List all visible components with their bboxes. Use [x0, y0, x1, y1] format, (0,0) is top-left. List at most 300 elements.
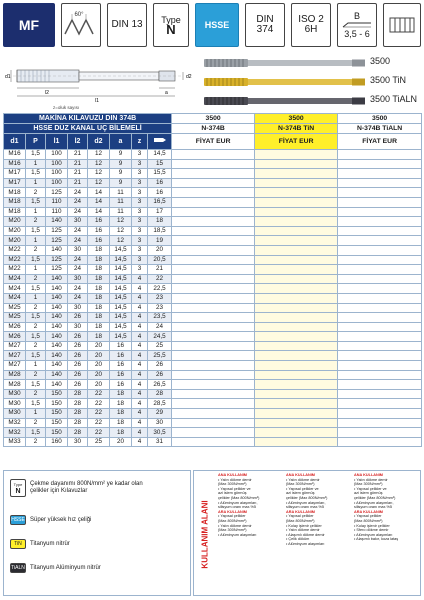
price-cell[interactable]	[338, 159, 422, 169]
table-cell: 18	[88, 265, 110, 275]
product-name-2: N-374B TiN	[255, 124, 338, 134]
table-cell: 140	[46, 332, 68, 342]
usage-line: • Yapısal çelikler ve	[286, 486, 319, 491]
price-cell[interactable]	[338, 361, 422, 371]
price-cell[interactable]	[338, 428, 422, 438]
table-cell: 4	[132, 437, 148, 447]
table-cell: 18	[88, 255, 110, 265]
price-cell[interactable]	[255, 150, 338, 160]
usage-col-3	[354, 473, 420, 593]
col-d1: d1	[4, 134, 26, 150]
col-p: P	[26, 134, 46, 150]
price-cell[interactable]	[255, 418, 338, 428]
price-cell[interactable]	[172, 197, 255, 207]
price-cell[interactable]	[172, 380, 255, 390]
col-d2: d2	[88, 134, 110, 150]
table-cell: 21	[68, 150, 88, 160]
legend-tialn	[10, 563, 101, 573]
table-cell: 125	[46, 255, 68, 265]
table-cell: 14,5	[110, 274, 132, 284]
table-cell: 14	[88, 197, 110, 207]
table-cell: 140	[46, 293, 68, 303]
price-cell[interactable]	[255, 361, 338, 371]
col-l1: l1	[46, 134, 68, 150]
table-cell: 18	[110, 399, 132, 409]
price-cell[interactable]	[255, 293, 338, 303]
table-cell: 1	[26, 293, 46, 303]
table-cell: 2	[26, 370, 46, 380]
table-cell: 12	[88, 178, 110, 188]
table-cell: 125	[46, 226, 68, 236]
table-cell: 18	[88, 313, 110, 323]
price-cell[interactable]	[255, 303, 338, 313]
table-cell: 22	[88, 389, 110, 399]
price-cell[interactable]	[172, 399, 255, 409]
legend-type-badge	[10, 479, 26, 497]
usage-line: • Alaşımlı dökme demir	[286, 532, 325, 537]
price-cell[interactable]	[338, 265, 422, 275]
table-cell: 20	[88, 341, 110, 351]
table-cell: 1,5	[26, 226, 46, 236]
price-cell[interactable]	[255, 322, 338, 332]
usage-line: (Max 300N/mm²)	[354, 482, 383, 487]
table-cell: 20	[88, 351, 110, 361]
price-cell[interactable]	[255, 245, 338, 255]
table-cell: 110	[46, 207, 68, 217]
usage-line: • Yalın dökme demir	[354, 477, 388, 482]
price-cell[interactable]	[255, 226, 338, 236]
table-row	[4, 341, 422, 351]
straight-flute-badge	[383, 3, 421, 47]
table-row	[4, 428, 422, 438]
price-cell[interactable]	[338, 197, 422, 207]
price-cell[interactable]	[172, 245, 255, 255]
table-cell: 25,5	[148, 351, 172, 361]
price-cell[interactable]	[172, 169, 255, 179]
table-cell: 16	[88, 226, 110, 236]
table-cell: 125	[46, 188, 68, 198]
table-cell: 29	[148, 409, 172, 419]
usage-line: silisyum oranı max.%5	[286, 505, 324, 510]
price-cell[interactable]	[255, 399, 338, 409]
table-cell: 14,5	[148, 150, 172, 160]
price-cell[interactable]	[338, 150, 422, 160]
table-cell: M20	[4, 226, 26, 236]
din13-badge: DIN 13	[107, 3, 147, 47]
price-cell[interactable]	[255, 313, 338, 323]
tool-3500-tialn	[204, 94, 424, 110]
price-cell[interactable]	[255, 217, 338, 227]
b-label: B	[353, 11, 360, 21]
table-cell: 16	[148, 178, 172, 188]
table-cell: 26	[68, 361, 88, 371]
price-cell[interactable]	[255, 236, 338, 246]
table-cell: 16	[88, 217, 110, 227]
table-cell: 140	[46, 351, 68, 361]
spec-badges	[3, 3, 421, 51]
price-cell[interactable]	[172, 303, 255, 313]
table-cell: 23	[148, 293, 172, 303]
table-cell: 12	[88, 169, 110, 179]
table-row	[4, 226, 422, 236]
price-cell[interactable]	[172, 351, 255, 361]
table-cell: 2	[26, 274, 46, 284]
technical-drawing	[3, 54, 203, 110]
price-cell[interactable]	[338, 226, 422, 236]
table-cell: 14	[88, 207, 110, 217]
table-cell: 1,5	[26, 399, 46, 409]
price-cell[interactable]	[255, 207, 338, 217]
price-cell[interactable]	[172, 370, 255, 380]
table-cell: 150	[46, 389, 68, 399]
price-cell[interactable]	[338, 178, 422, 188]
price-cell[interactable]	[172, 178, 255, 188]
tap-image-tialn	[204, 94, 366, 108]
table-cell: 26	[68, 332, 88, 342]
table-cell: 28	[68, 399, 88, 409]
iso-line1: ISO 2	[298, 14, 324, 25]
usage-line: • Sfero dökme demir	[354, 528, 389, 533]
table-cell: 140	[46, 341, 68, 351]
spec-price-table	[3, 113, 422, 447]
dim-l1: l1	[95, 98, 99, 104]
table-cell: 26	[68, 380, 88, 390]
table-cell: 24	[68, 284, 88, 294]
price-cell[interactable]	[172, 341, 255, 351]
table-row	[4, 150, 422, 160]
price-cell[interactable]	[172, 313, 255, 323]
table-cell: M27	[4, 351, 26, 361]
thread-angle-label: 60°	[74, 12, 84, 18]
price-cell[interactable]	[255, 370, 338, 380]
table-cell: 4	[132, 284, 148, 294]
table-cell: 24	[68, 188, 88, 198]
price-cell[interactable]	[255, 255, 338, 265]
table-cell: 1,5	[26, 313, 46, 323]
table-cell: 30,5	[148, 428, 172, 438]
price-cell[interactable]	[338, 341, 422, 351]
mf-badge: MF	[3, 3, 55, 47]
table-cell: 24	[68, 265, 88, 275]
price-cell[interactable]	[172, 284, 255, 294]
table-cell: 23,5	[148, 313, 172, 323]
table-cell: M32	[4, 428, 26, 438]
table-cell: 3	[132, 159, 148, 169]
table-cell: 9	[110, 169, 132, 179]
price-cell[interactable]	[255, 389, 338, 399]
price-cell[interactable]	[255, 265, 338, 275]
table-cell: 24	[68, 236, 88, 246]
table-cell: 1	[26, 159, 46, 169]
table-cell: 3	[132, 226, 148, 236]
legend-tin	[10, 539, 70, 549]
price-cell[interactable]	[255, 437, 338, 447]
usage-line: • Alüminyum alaşımları,	[286, 500, 326, 505]
table-cell: M18	[4, 188, 26, 198]
table-cell: 4	[132, 399, 148, 409]
price-cell[interactable]	[172, 188, 255, 198]
table-cell: M26	[4, 332, 26, 342]
table-cell: 3	[132, 197, 148, 207]
price-cell[interactable]	[172, 265, 255, 275]
price-cell[interactable]	[255, 284, 338, 294]
dim-l2: l2	[45, 90, 49, 96]
price-cell[interactable]	[338, 284, 422, 294]
table-cell: M27	[4, 361, 26, 371]
usage-line: • Yapısal çelikler	[286, 514, 314, 519]
table-cell: 16	[110, 351, 132, 361]
price-cell[interactable]	[172, 418, 255, 428]
product-code-1: 3500	[172, 114, 255, 124]
table-cell: 2	[26, 188, 46, 198]
table-cell: 12	[110, 236, 132, 246]
price-cell[interactable]	[172, 409, 255, 419]
legend-tin-badge: TiN	[10, 539, 26, 549]
thread-profile-icon	[63, 6, 99, 44]
legend-type	[10, 479, 160, 497]
legend-tin-text: Titanyum nitrür	[30, 540, 70, 547]
price-cell[interactable]	[338, 274, 422, 284]
table-cell: 25	[148, 341, 172, 351]
usage-heading: ANA KULLANIM	[286, 473, 315, 477]
legend-tialn-badge: TiALN	[10, 563, 26, 573]
price-cell[interactable]	[338, 313, 422, 323]
tool-images	[204, 54, 424, 110]
table-cell: M20	[4, 217, 26, 227]
price-cell[interactable]	[255, 274, 338, 284]
table-row	[4, 437, 422, 447]
price-cell[interactable]	[338, 255, 422, 265]
table-cell: 3	[132, 207, 148, 217]
table-cell: M22	[4, 255, 26, 265]
iso-line2: 6H	[304, 24, 318, 35]
price-cell[interactable]	[255, 159, 338, 169]
table-cell: M30	[4, 409, 26, 419]
table-cell: 23	[148, 303, 172, 313]
table-cell: 4	[132, 293, 148, 303]
table-cell: 9	[110, 150, 132, 160]
table-cell: 3	[132, 178, 148, 188]
table-cell: 4	[132, 370, 148, 380]
table-cell: 24,5	[148, 332, 172, 342]
table-cell: 28	[68, 409, 88, 419]
usage-area-panel	[193, 470, 421, 596]
table-cell: 31	[148, 437, 172, 447]
price-cell[interactable]	[255, 178, 338, 188]
tool-label-3500-tin: 3500 TiN	[370, 75, 407, 85]
table-cell: 3	[132, 255, 148, 265]
table-cell: 26	[68, 370, 88, 380]
tool-label-3500: 3500	[370, 56, 391, 66]
table-cell: M22	[4, 245, 26, 255]
price-cell[interactable]	[338, 188, 422, 198]
usage-line: • Yalın dökme demir	[218, 523, 252, 528]
b-value: 3,5 - 6	[344, 29, 370, 39]
price-cell[interactable]	[338, 169, 422, 179]
table-cell: 1	[26, 361, 46, 371]
b-badge	[337, 3, 377, 47]
table-cell: M17	[4, 178, 26, 188]
table-cell: 2	[26, 437, 46, 447]
price-cell[interactable]	[172, 428, 255, 438]
table-cell: M30	[4, 399, 26, 409]
table-cell: 26,5	[148, 380, 172, 390]
price-cell[interactable]	[172, 207, 255, 217]
hsse-badge: HSSE	[195, 3, 239, 47]
price-cell[interactable]	[338, 303, 422, 313]
table-cell: 4	[132, 389, 148, 399]
price-cell[interactable]	[338, 207, 422, 217]
table-cell: 14,5	[110, 313, 132, 323]
table-row	[4, 197, 422, 207]
table-cell: 15,5	[148, 169, 172, 179]
table-row	[4, 169, 422, 179]
usage-line: • Yapısal çelikler ve	[354, 486, 387, 491]
price-cell[interactable]	[172, 226, 255, 236]
table-cell: 21	[68, 178, 88, 188]
table-cell: 2	[26, 341, 46, 351]
price-label-1: FİYAT EUR	[172, 134, 255, 150]
price-cell[interactable]	[172, 236, 255, 246]
usage-line: • Alaşımlı bakır, koza lataş	[354, 537, 399, 542]
table-cell: 1	[26, 265, 46, 275]
legend-hsse	[10, 515, 91, 525]
price-cell[interactable]	[338, 245, 422, 255]
table-cell: 160	[46, 437, 68, 447]
price-cell[interactable]	[255, 188, 338, 198]
table-row	[4, 361, 422, 371]
price-cell[interactable]	[255, 409, 338, 419]
price-cell[interactable]	[255, 341, 338, 351]
straight-flute-icon	[387, 14, 417, 36]
table-cell: 12	[110, 217, 132, 227]
table-cell: 18	[88, 303, 110, 313]
type-label: Type	[161, 15, 181, 25]
price-cell[interactable]	[172, 150, 255, 160]
price-cell[interactable]	[338, 370, 422, 380]
usage-line: • Kolay işlenir çelikler	[286, 523, 322, 528]
table-cell: 3	[132, 236, 148, 246]
table-cell: 30	[68, 217, 88, 227]
legend-panel	[3, 470, 191, 596]
usage-line: • Alüminyum alaşımları	[218, 532, 257, 537]
table-cell: M25	[4, 303, 26, 313]
price-cell[interactable]	[172, 293, 255, 303]
table-cell: M22	[4, 265, 26, 275]
price-cell[interactable]	[255, 380, 338, 390]
usage-line: • Yalın dökme demir	[286, 528, 320, 533]
table-cell: 11	[110, 207, 132, 217]
table-cell: M26	[4, 322, 26, 332]
table-cell: 3	[132, 169, 148, 179]
table-cell: 30	[68, 274, 88, 284]
price-cell[interactable]	[255, 428, 338, 438]
price-cell[interactable]	[338, 217, 422, 227]
price-cell[interactable]	[338, 380, 422, 390]
legend-hsse-text: Süper yüksek hız çeliği	[30, 516, 92, 523]
price-cell[interactable]	[338, 399, 422, 409]
table-cell: 30	[148, 418, 172, 428]
table-cell: 20,5	[148, 255, 172, 265]
table-cell: 1,5	[26, 428, 46, 438]
price-cell[interactable]	[172, 255, 255, 265]
table-cell: 17	[148, 207, 172, 217]
usage-line: azi islem görmüş	[218, 491, 247, 496]
table-cell: 4	[132, 351, 148, 361]
price-cell[interactable]	[338, 236, 422, 246]
price-cell[interactable]	[172, 274, 255, 284]
usage-line: • Yapısal çelikler ve	[218, 486, 251, 491]
price-cell[interactable]	[172, 217, 255, 227]
price-cell[interactable]	[172, 361, 255, 371]
table-cell: 150	[46, 418, 68, 428]
price-cell[interactable]	[338, 293, 422, 303]
usage-line: silisyum oranı max.%5	[218, 505, 256, 510]
price-cell[interactable]	[255, 197, 338, 207]
table-cell: 4	[132, 418, 148, 428]
usage-line: • Alüminyum alaşımları	[286, 541, 325, 546]
table-cell: 16	[110, 370, 132, 380]
usage-line: (Max 300N/mm²)	[218, 528, 247, 533]
price-cell[interactable]	[255, 332, 338, 342]
col-a: a	[110, 134, 132, 150]
table-cell: M24	[4, 274, 26, 284]
price-cell[interactable]	[338, 322, 422, 332]
price-cell[interactable]	[172, 389, 255, 399]
table-row	[4, 159, 422, 169]
table-row	[4, 313, 422, 323]
table-cell: 15	[148, 159, 172, 169]
table-cell: 1,5	[26, 150, 46, 160]
table-cell: 2	[26, 418, 46, 428]
usage-line: • Yapısal çelikler	[354, 514, 382, 519]
price-cell[interactable]	[338, 351, 422, 361]
table-cell: 100	[46, 150, 68, 160]
price-cell[interactable]	[338, 409, 422, 419]
price-cell[interactable]	[172, 322, 255, 332]
table-cell: 2	[26, 322, 46, 332]
flute-count-caption: z=oluk sayısı	[53, 105, 80, 110]
table-cell: 18	[88, 274, 110, 284]
price-cell[interactable]	[172, 437, 255, 447]
table-cell: 24	[68, 207, 88, 217]
table-cell: 21	[148, 265, 172, 275]
table-cell: 140	[46, 313, 68, 323]
table-cell: 30	[68, 303, 88, 313]
price-cell[interactable]	[338, 332, 422, 342]
usage-line: silisyum oranı max.%5	[354, 505, 392, 510]
table-cell: 150	[46, 409, 68, 419]
table-cell: 20	[88, 370, 110, 380]
price-cell[interactable]	[338, 418, 422, 428]
table-cell: 9	[110, 178, 132, 188]
table-cell: 11	[110, 197, 132, 207]
price-cell[interactable]	[338, 389, 422, 399]
table-row	[4, 303, 422, 313]
price-cell[interactable]	[338, 437, 422, 447]
price-cell[interactable]	[255, 169, 338, 179]
table-cell: 18	[88, 332, 110, 342]
table-cell: M30	[4, 389, 26, 399]
table-cell: 19	[148, 236, 172, 246]
table-cell: 14,5	[110, 293, 132, 303]
table-row	[4, 332, 422, 342]
tap-image-tin	[204, 75, 366, 89]
price-cell[interactable]	[255, 351, 338, 361]
table-cell: 140	[46, 380, 68, 390]
price-cell[interactable]	[172, 332, 255, 342]
price-cell[interactable]	[172, 159, 255, 169]
